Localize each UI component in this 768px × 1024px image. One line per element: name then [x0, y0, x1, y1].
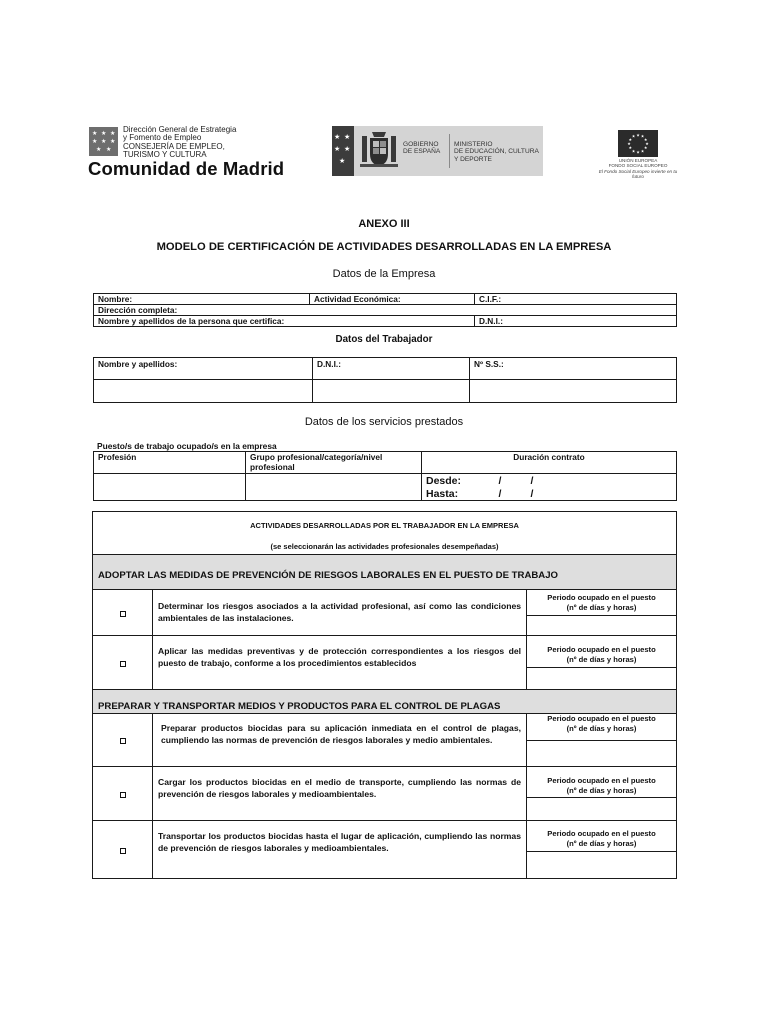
company-cif-field[interactable]: C.I.F.: — [475, 294, 677, 305]
category-title: ADOPTAR LAS MEDIDAS DE PREVENCIÓN DE RIESGOS LABORALES EN EL PUESTO DE TRABAJO — [93, 555, 677, 590]
madrid-line: TURISMO Y CULTURA — [123, 149, 207, 159]
group-label-line: Grupo profesional/categoría/nivel — [250, 452, 383, 462]
activities-header-line: ACTIVIDADES DESARROLLADAS POR EL TRABAJADOR EN LA EMPRESA — [250, 521, 519, 530]
worker-section-title: Datos del Trabajador — [335, 334, 433, 345]
checkbox-icon[interactable] — [120, 611, 126, 617]
activity-checkbox[interactable] — [93, 767, 153, 821]
period-line: (nº de días y horas) — [566, 786, 637, 796]
certifier-name-field[interactable]: Nombre y apellidos de la persona que certifica: — [94, 316, 475, 327]
date-to-row — [426, 488, 672, 501]
madrid-line: CONSEJERÍA DE EMPLEO, — [123, 141, 225, 151]
checkbox-icon[interactable] — [120, 848, 126, 854]
to-label: Hasta: — [426, 487, 459, 500]
madrid-line: Dirección General de Estrategia — [123, 125, 237, 134]
activity-description — [153, 590, 527, 636]
period-field[interactable] — [527, 668, 677, 690]
annex-title: ANEXO III — [358, 218, 410, 230]
activities-header-line: (se seleccionarán las actividades profesionales desempeñadas) — [270, 542, 499, 551]
madrid-department-text — [123, 126, 236, 159]
period-field[interactable] — [527, 741, 677, 767]
period-line: Periodo ocupado en el puesto — [547, 829, 656, 838]
period-field[interactable] — [527, 852, 677, 879]
period-line: (nº de días y horas) — [566, 724, 637, 734]
activity-checkbox[interactable] — [93, 714, 153, 767]
svg-text:★: ★ — [636, 149, 640, 155]
checkbox-icon[interactable] — [120, 738, 126, 744]
period-line: (nº de días y horas) — [566, 655, 637, 665]
date-from-row — [426, 475, 672, 488]
svg-text:★: ★ — [643, 145, 648, 150]
activity-text: Preparar productos biocidas para su aplicación inmediata en el control de plagas, cumpliendo las normas de prevención de riesgos laborales y medio ambientales. — [161, 723, 521, 745]
activities-table — [92, 511, 677, 879]
worker-table — [93, 357, 677, 403]
date-slash: / — [530, 475, 534, 487]
group-label — [246, 452, 422, 474]
svg-text:★: ★ — [628, 145, 633, 150]
coat-of-arms-icon — [358, 130, 400, 172]
category-title: PREPARAR Y TRANSPORTAR MEDIOS Y PRODUCTOS PARA EL CONTROL DE PLAGAS — [93, 690, 677, 714]
worker-ss-field[interactable] — [470, 380, 677, 403]
profession-field[interactable] — [94, 474, 246, 501]
group-field[interactable] — [246, 474, 422, 501]
contract-dates[interactable] — [422, 474, 677, 501]
company-name-field[interactable]: Nombre: — [94, 294, 310, 305]
company-table — [93, 293, 677, 327]
worker-ss-label: Nº S.S.: — [470, 358, 677, 380]
worker-name-field[interactable] — [94, 380, 313, 403]
eu-flag-icon — [618, 130, 658, 157]
ministerio-line: MINISTERIO — [454, 141, 493, 148]
company-activity-field[interactable]: Actividad Económica: — [310, 294, 475, 305]
period-line: Periodo ocupado en el puesto — [547, 776, 656, 785]
from-label: Desde: — [426, 475, 462, 487]
eu-caption — [596, 158, 680, 179]
activity-checkbox[interactable] — [93, 821, 153, 879]
activities-header — [93, 512, 677, 555]
activity-description — [153, 821, 527, 879]
gobierno-text — [403, 141, 440, 156]
company-address-field[interactable]: Dirección completa: — [94, 305, 677, 316]
period-line: (nº de días y horas) — [566, 839, 637, 849]
services-table — [93, 451, 677, 501]
svg-text:★: ★ — [643, 137, 648, 142]
ministerio-text — [454, 141, 539, 163]
svg-text:★: ★ — [640, 133, 645, 139]
gobierno-line: GOBIERNO — [403, 141, 439, 148]
activity-text: Determinar los riesgos asociados a la actividad profesional, así como las condiciones ambientales de las instalaciones. — [158, 601, 521, 623]
period-label — [527, 821, 677, 852]
gobierno-logo — [332, 126, 543, 176]
svg-text:★: ★ — [636, 132, 640, 138]
gobierno-line: DE ESPAÑA — [403, 148, 441, 156]
svg-text:★: ★ — [631, 148, 636, 154]
madrid-flag-logo: ★ ★ ★ ★ ★ ★ ★ ★ — [89, 127, 118, 156]
period-line: (nº de días y horas) — [566, 603, 637, 613]
madrid-title: Comunidad de Madrid — [88, 158, 285, 179]
period-line: Periodo ocupado en el puesto — [547, 714, 656, 723]
certifier-dni-field[interactable]: D.N.I.: — [475, 316, 677, 327]
activity-checkbox[interactable] — [93, 636, 153, 690]
group-label-line: profesional — [250, 462, 295, 472]
date-slash: / — [498, 475, 502, 487]
job-positions-note: Puesto/s de trabajo ocupado/s en la empresa — [97, 441, 277, 451]
date-slash: / — [498, 487, 502, 500]
spain-flag-icon: ★ ★ ★ ★ ★ — [332, 126, 354, 176]
period-line: Periodo ocupado en el puesto — [547, 593, 656, 602]
period-label — [527, 767, 677, 798]
period-field[interactable] — [527, 798, 677, 821]
period-line: Periodo ocupado en el puesto — [547, 645, 656, 654]
period-field[interactable] — [527, 616, 677, 636]
svg-text:★: ★ — [631, 133, 636, 139]
company-section-title: Datos de la Empresa — [332, 268, 436, 280]
logo-divider — [449, 134, 450, 168]
activity-description — [153, 714, 527, 767]
activity-text: Cargar los productos biocidas en el medio de transporte, cumpliendo las normas de prevención de riesgos laborales y medioambientales. — [158, 777, 521, 799]
eu-line: UNIÓN EUROPEA — [618, 158, 658, 163]
activity-checkbox[interactable] — [93, 590, 153, 636]
eu-line: El Fondo Social Europeo invierte en tu futuro — [598, 168, 678, 179]
svg-text:★: ★ — [627, 141, 631, 146]
services-section-title: Datos de los servicios prestados — [304, 416, 464, 428]
worker-dni-label: D.N.I.: — [313, 358, 470, 380]
eu-line: FONDO SOCIAL EUROPEO — [608, 163, 668, 169]
period-label — [527, 636, 677, 668]
document-title: MODELO DE CERTIFICACIÓN DE ACTIVIDADES DESARROLLADAS EN LA EMPRESA — [156, 241, 612, 253]
svg-text:★: ★ — [640, 148, 645, 154]
duration-label: Duración contrato — [422, 452, 677, 474]
checkbox-icon[interactable] — [120, 661, 126, 667]
profession-label: Profesión — [94, 452, 246, 474]
period-label — [527, 590, 677, 616]
svg-text:★: ★ — [628, 137, 633, 142]
date-slash: / — [530, 487, 534, 500]
activity-description — [153, 636, 527, 690]
activity-text: Transportar los productos biocidas hasta el lugar de aplicación, cumpliendo las normas de prevención de riesgos laborales y medioambientales. — [158, 831, 521, 853]
activity-description — [153, 767, 527, 821]
ministerio-line: Y DEPORTE — [454, 155, 492, 163]
period-label — [527, 714, 677, 741]
madrid-line: y Fomento de Empleo — [123, 133, 202, 143]
worker-dni-field[interactable] — [313, 380, 470, 403]
ministerio-line: DE EDUCACIÓN, CULTURA — [454, 148, 539, 156]
checkbox-icon[interactable] — [120, 792, 126, 798]
activity-text: Aplicar las medidas preventivas y de protección correspondientes a los riesgos del puesto de trabajo, conforme a los procedimientos establecidos — [158, 646, 521, 668]
worker-name-label: Nombre y apellidos: — [94, 358, 313, 380]
svg-text:★: ★ — [645, 141, 649, 146]
